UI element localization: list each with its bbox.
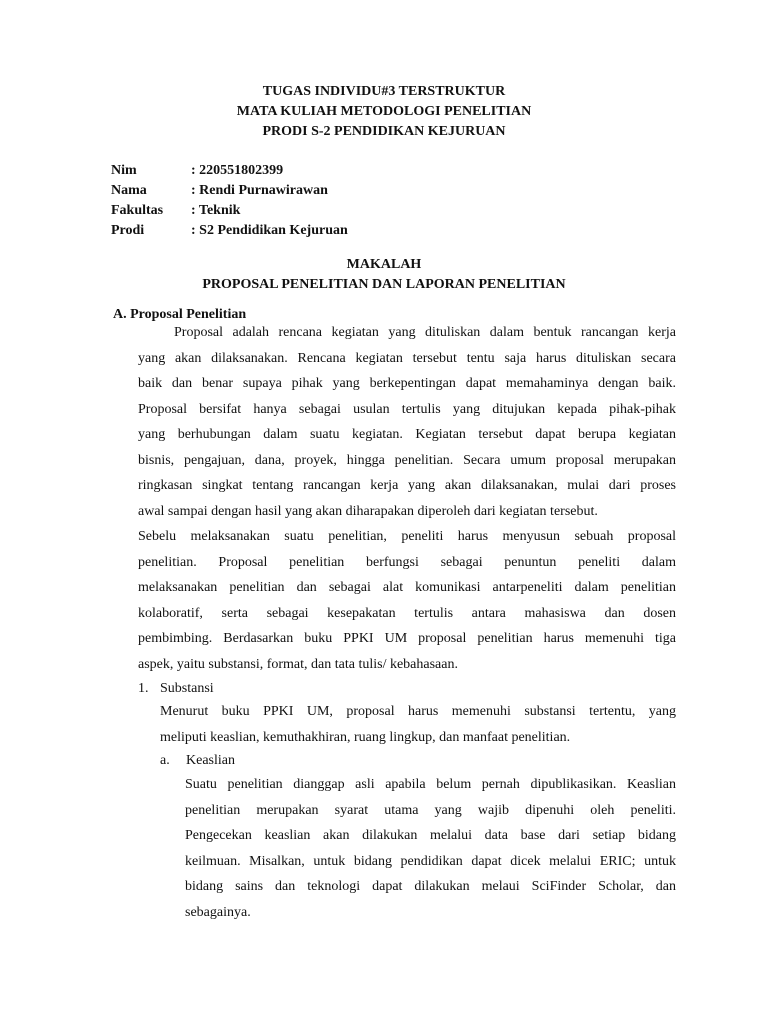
paragraph-line: aspek, yaitu substansi, format, dan tata tulis/ kebahasaan. bbox=[138, 656, 458, 672]
paper-title bbox=[0, 255, 768, 295]
identity-row-nama bbox=[111, 181, 348, 201]
header-line-1: TUGAS INDIVIDU#3 TERSTRUKTUR bbox=[262, 84, 506, 99]
paragraph-line: sebagainya. bbox=[185, 904, 251, 920]
paragraph-line: yang berhubungan dalam suatu kegiatan. Kegiatan tersebut dapat berupa kegiatan bbox=[138, 427, 676, 442]
paragraph-line: melaksanakan penelitian dan sebagai alat komunikasi antarpeneliti dalam penelitian bbox=[138, 580, 676, 595]
identity-row-fakultas bbox=[111, 201, 348, 221]
paragraph-line: meliputi keaslian, kemuthakhiran, ruang lingkup, dan manfaat penelitian. bbox=[160, 729, 571, 745]
paragraph-line: Proposal bersifat hanya sebagai usulan tertulis yang ditujukan kepada pihak-pihak bbox=[138, 401, 676, 417]
paragraph-2 bbox=[138, 524, 676, 677]
identity-value: : Rendi Purnawirawan bbox=[191, 183, 328, 198]
paragraph-line: pembimbing. Berdasarkan buku PPKI UM proposal penelitian harus memenuhi tiga bbox=[138, 631, 676, 646]
identity-label: Nim bbox=[111, 163, 137, 178]
list-item-1-label bbox=[138, 679, 214, 699]
section-heading-a: A. Proposal Penelitian bbox=[113, 307, 247, 322]
paragraph-line: Menurut buku PPKI UM, proposal harus memenuhi substansi tertentu, yang bbox=[160, 704, 676, 719]
identity-label: Prodi bbox=[111, 223, 145, 238]
identity-row-prodi bbox=[111, 221, 348, 241]
paragraph-line: ringkasan singkat tentang rancangan kerja yang akan dilaksanakan, mulai dari proses bbox=[138, 478, 676, 493]
paragraph-line: bisnis, pengajuan, dana, proyek, hingga penelitian. Secara umum proposal merupakan bbox=[138, 452, 676, 468]
paper-title-line-1: MAKALAH bbox=[346, 257, 422, 272]
paragraph-line: keilmuan. Misalkan, untuk bidang pendidikan dapat dicek melalui ERIC; untuk bbox=[185, 853, 676, 869]
header-line-3: PRODI S-2 PENDIDIKAN KEJURUAN bbox=[262, 124, 506, 139]
list-item-title: Substansi bbox=[160, 681, 214, 696]
paper-title-line-2: PROPOSAL PENELITIAN DAN LAPORAN PENELITIAN bbox=[202, 277, 566, 292]
paragraph-line: penelitian. Proposal penelitian berfungsi sebagai penuntun peneliti dalam bbox=[138, 554, 676, 570]
identity-value: : S2 Pendidikan Kejuruan bbox=[191, 223, 348, 238]
list-letter: a. bbox=[160, 753, 170, 768]
paragraph-1 bbox=[138, 320, 676, 524]
paragraph-line: baik dan benar supaya pihak yang berkepentingan dapat memahaminya dengan baik. bbox=[138, 376, 676, 391]
list-item-a-label bbox=[160, 751, 235, 771]
list-item-title: Keaslian bbox=[186, 753, 235, 768]
paragraph-line: bidang sains dan teknologi dapat dilakukan melaui SciFinder Scholar, dan bbox=[185, 879, 676, 894]
paragraph-line: Proposal adalah rencana kegiatan yang dituliskan dalam bentuk rancangan kerja bbox=[174, 325, 676, 340]
identity-value: : Teknik bbox=[191, 203, 241, 218]
identity-row-nim bbox=[111, 161, 348, 181]
item-1-paragraph bbox=[160, 699, 676, 750]
header-line-2: MATA KULIAH METODOLOGI PENELITIAN bbox=[236, 104, 532, 119]
identity-value: : 220551802399 bbox=[191, 163, 284, 178]
paragraph-line: Pengecekan keaslian akan dilakukan melalui data base dari setiap bidang bbox=[185, 828, 676, 843]
paragraph-line: penelitian merupakan syarat utama yang wajib dipenuhi oleh peneliti. bbox=[185, 802, 676, 818]
paragraph-line: yang akan dilaksanakan. Rencana kegiatan tersebut tentu saja harus dituliskan secara bbox=[138, 350, 676, 366]
list-number: 1. bbox=[138, 681, 149, 696]
identity-label: Nama bbox=[111, 183, 147, 198]
paragraph-line: Suatu penelitian dianggap asli apabila belum pernah dipublikasikan. Keaslian bbox=[185, 777, 676, 792]
item-a-paragraph bbox=[185, 772, 676, 925]
identity-label: Fakultas bbox=[111, 203, 164, 218]
paragraph-line: kolaboratif, serta sebagai kesepakatan tertulis antara mahasiswa dan dosen bbox=[138, 605, 676, 621]
paragraph-line: awal sampai dengan hasil yang akan diharapakan diperoleh dari kegiatan tersebut. bbox=[138, 503, 598, 519]
student-identity bbox=[111, 161, 348, 241]
paragraph-line: Sebelu melaksanakan suatu penelitian, peneliti harus menyusun sebuah proposal bbox=[138, 529, 676, 544]
assignment-header bbox=[0, 82, 768, 142]
